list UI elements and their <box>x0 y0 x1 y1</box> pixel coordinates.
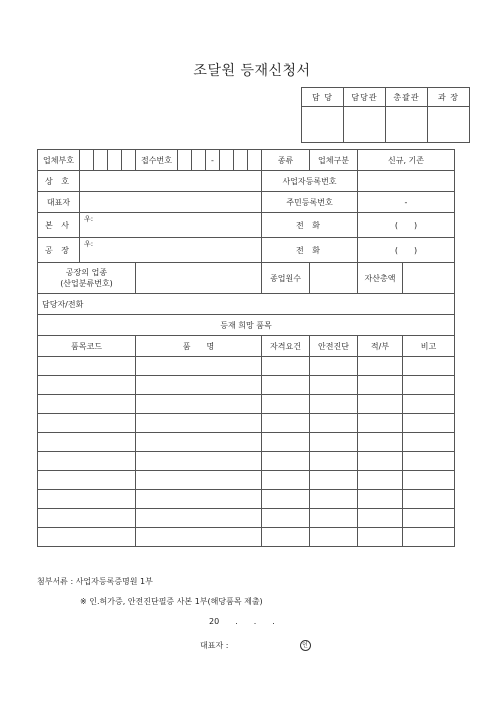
items-header-name: 품 명 <box>136 336 262 357</box>
trade-name-field[interactable] <box>80 171 262 192</box>
item-code-cell[interactable] <box>38 509 136 528</box>
company-code-digit[interactable] <box>94 150 108 171</box>
item-safety-cell[interactable] <box>310 490 358 509</box>
head-office-address-field[interactable] <box>80 213 262 238</box>
item-qualification-cell[interactable] <box>262 376 310 395</box>
receipt-no-dash: - <box>206 150 220 171</box>
item-pass-fail-cell[interactable] <box>358 509 403 528</box>
item-remarks-cell[interactable] <box>403 433 455 452</box>
item-code-cell[interactable] <box>38 395 136 414</box>
item-name-cell[interactable] <box>136 490 262 509</box>
form-title: 조달원 등재신청서 <box>193 63 311 79</box>
row-trade-name <box>38 171 455 192</box>
item-safety-cell[interactable] <box>310 395 358 414</box>
approval-header-chief: 총괄관 <box>386 88 428 107</box>
item-code-cell[interactable] <box>38 452 136 471</box>
approval-sign-director[interactable] <box>428 107 470 143</box>
item-qualification-cell[interactable] <box>262 471 310 490</box>
row-section-title <box>38 315 455 336</box>
biz-reg-no-field[interactable] <box>358 171 455 192</box>
item-code-cell[interactable] <box>38 357 136 376</box>
item-name-cell[interactable] <box>136 357 262 376</box>
receipt-no-label: 접수번호 <box>136 150 178 171</box>
table-row <box>38 471 455 490</box>
zip-label: 우: <box>84 215 94 223</box>
signer-line <box>200 640 311 651</box>
receipt-no-digit[interactable] <box>234 150 248 171</box>
table-row <box>38 528 455 547</box>
items-body <box>38 357 455 547</box>
item-pass-fail-cell[interactable] <box>358 471 403 490</box>
section-title: 등재 희망 품목 <box>38 315 455 336</box>
total-assets-label: 자산총액 <box>358 263 403 294</box>
item-qualification-cell[interactable] <box>262 509 310 528</box>
item-name-cell[interactable] <box>136 395 262 414</box>
factory-address-field[interactable] <box>80 238 262 263</box>
item-safety-cell[interactable] <box>310 376 358 395</box>
item-code-cell[interactable] <box>38 471 136 490</box>
items-header-remarks: 비고 <box>403 336 455 357</box>
receipt-no-digit[interactable] <box>248 150 262 171</box>
head-office-phone-field[interactable]: ( ) <box>358 213 455 238</box>
head-office-phone-label: 전 화 <box>262 213 358 238</box>
item-name-cell[interactable] <box>136 509 262 528</box>
employees-label: 종업원수 <box>262 263 310 294</box>
item-qualification-cell[interactable] <box>262 452 310 471</box>
signer-label: 대표자 : <box>200 641 229 650</box>
factory-phone-label: 전 화 <box>262 238 358 263</box>
table-row <box>38 433 455 452</box>
factory-phone-field[interactable]: ( ) <box>358 238 455 263</box>
item-pass-fail-cell[interactable] <box>358 395 403 414</box>
company-code-label: 업체부호 <box>38 150 80 171</box>
item-safety-cell[interactable] <box>310 414 358 433</box>
employees-field[interactable] <box>310 263 358 294</box>
items-header-row <box>38 336 455 357</box>
item-name-cell[interactable] <box>136 471 262 490</box>
item-safety-cell[interactable] <box>310 357 358 376</box>
item-name-cell[interactable] <box>136 414 262 433</box>
table-row <box>38 490 455 509</box>
item-remarks-cell[interactable] <box>403 376 455 395</box>
factory-industry-label-line1: 공장의 업종 <box>65 268 108 277</box>
item-name-cell[interactable] <box>136 376 262 395</box>
item-code-cell[interactable] <box>38 376 136 395</box>
table-row <box>38 395 455 414</box>
items-header-safety: 안전진단 <box>310 336 358 357</box>
item-qualification-cell[interactable] <box>262 357 310 376</box>
item-safety-cell[interactable] <box>310 433 358 452</box>
item-remarks-cell[interactable] <box>403 414 455 433</box>
table-row <box>38 414 455 433</box>
items-header-code: 품목코드 <box>38 336 136 357</box>
item-code-cell[interactable] <box>38 414 136 433</box>
row-company-code <box>38 150 455 171</box>
factory-industry-label <box>38 263 136 294</box>
item-pass-fail-cell[interactable] <box>358 452 403 471</box>
item-safety-cell[interactable] <box>310 471 358 490</box>
approval-header-officer: 담당관 <box>344 88 386 107</box>
company-code-digit[interactable] <box>108 150 122 171</box>
attachments-text: 첨부서류 : 사업자등록증명원 1부 <box>37 577 153 586</box>
table-row <box>38 357 455 376</box>
item-remarks-cell[interactable] <box>403 490 455 509</box>
item-pass-fail-cell[interactable] <box>358 433 403 452</box>
application-table <box>37 149 455 547</box>
approval-header-staff: 담 당 <box>302 88 344 107</box>
trade-name-label: 상 호 <box>38 171 80 192</box>
approval-box <box>301 87 470 143</box>
item-qualification-cell[interactable] <box>262 528 310 547</box>
item-code-cell[interactable] <box>38 528 136 547</box>
item-code-cell[interactable] <box>38 490 136 509</box>
company-code-digit[interactable] <box>122 150 136 171</box>
item-name-cell[interactable] <box>136 433 262 452</box>
receipt-no-digit[interactable] <box>178 150 192 171</box>
company-class-value[interactable]: 신규, 기존 <box>358 150 455 171</box>
approval-sign-chief[interactable] <box>386 107 428 143</box>
item-safety-cell[interactable] <box>310 528 358 547</box>
item-safety-cell[interactable] <box>310 452 358 471</box>
date-line[interactable]: 20 . . . <box>209 617 275 626</box>
company-class-label: 업체구분 <box>310 150 358 171</box>
items-header-qualification: 자격요건 <box>262 336 310 357</box>
resident-no-label: 주민등록번호 <box>262 192 358 213</box>
table-row <box>38 509 455 528</box>
item-qualification-cell[interactable] <box>262 395 310 414</box>
approval-sign-staff[interactable] <box>302 107 344 143</box>
item-remarks-cell[interactable] <box>403 452 455 471</box>
item-name-cell[interactable] <box>136 528 262 547</box>
table-row <box>38 376 455 395</box>
company-code-digit[interactable] <box>80 150 94 171</box>
zip-label: 우: <box>84 240 94 248</box>
item-qualification-cell[interactable] <box>262 433 310 452</box>
seal-icon: 인 <box>300 640 311 651</box>
ceo-label: 대표자 <box>38 192 80 213</box>
item-pass-fail-cell[interactable] <box>358 414 403 433</box>
row-contact <box>38 294 455 315</box>
factory-industry-field[interactable] <box>136 263 262 294</box>
item-pass-fail-cell[interactable] <box>358 376 403 395</box>
head-office-label: 본 사 <box>38 213 80 238</box>
row-factory-industry <box>38 263 455 294</box>
biz-reg-no-label: 사업자등록번호 <box>262 171 358 192</box>
approval-header-director: 과 장 <box>428 88 470 107</box>
receipt-no-digit[interactable] <box>220 150 234 171</box>
item-pass-fail-cell[interactable] <box>358 490 403 509</box>
factory-industry-label-line2: (산업분류번호) <box>60 279 113 288</box>
item-remarks-cell[interactable] <box>403 509 455 528</box>
table-row <box>38 452 455 471</box>
attachments-note: ※ 인.허가증, 안전진단필증 사본 1부(해당품목 제출) <box>80 597 263 606</box>
factory-label: 공 장 <box>38 238 80 263</box>
item-pass-fail-cell[interactable] <box>358 528 403 547</box>
total-assets-field[interactable] <box>403 263 455 294</box>
row-factory <box>38 238 455 263</box>
item-remarks-cell[interactable] <box>403 471 455 490</box>
item-qualification-cell[interactable] <box>262 490 310 509</box>
type-label: 종류 <box>262 150 310 171</box>
item-remarks-cell[interactable] <box>403 357 455 376</box>
approval-sign-officer[interactable] <box>344 107 386 143</box>
items-header-pass-fail: 적/부 <box>358 336 403 357</box>
item-qualification-cell[interactable] <box>262 414 310 433</box>
item-remarks-cell[interactable] <box>403 528 455 547</box>
row-ceo <box>38 192 455 213</box>
row-head-office <box>38 213 455 238</box>
resident-no-field[interactable]: - <box>358 192 455 213</box>
ceo-field[interactable] <box>80 192 262 213</box>
item-code-cell[interactable] <box>38 433 136 452</box>
item-name-cell[interactable] <box>136 452 262 471</box>
item-safety-cell[interactable] <box>310 509 358 528</box>
item-remarks-cell[interactable] <box>403 395 455 414</box>
item-pass-fail-cell[interactable] <box>358 357 403 376</box>
receipt-no-digit[interactable] <box>192 150 206 171</box>
contact-field[interactable]: 담당자/전화 <box>38 294 455 315</box>
